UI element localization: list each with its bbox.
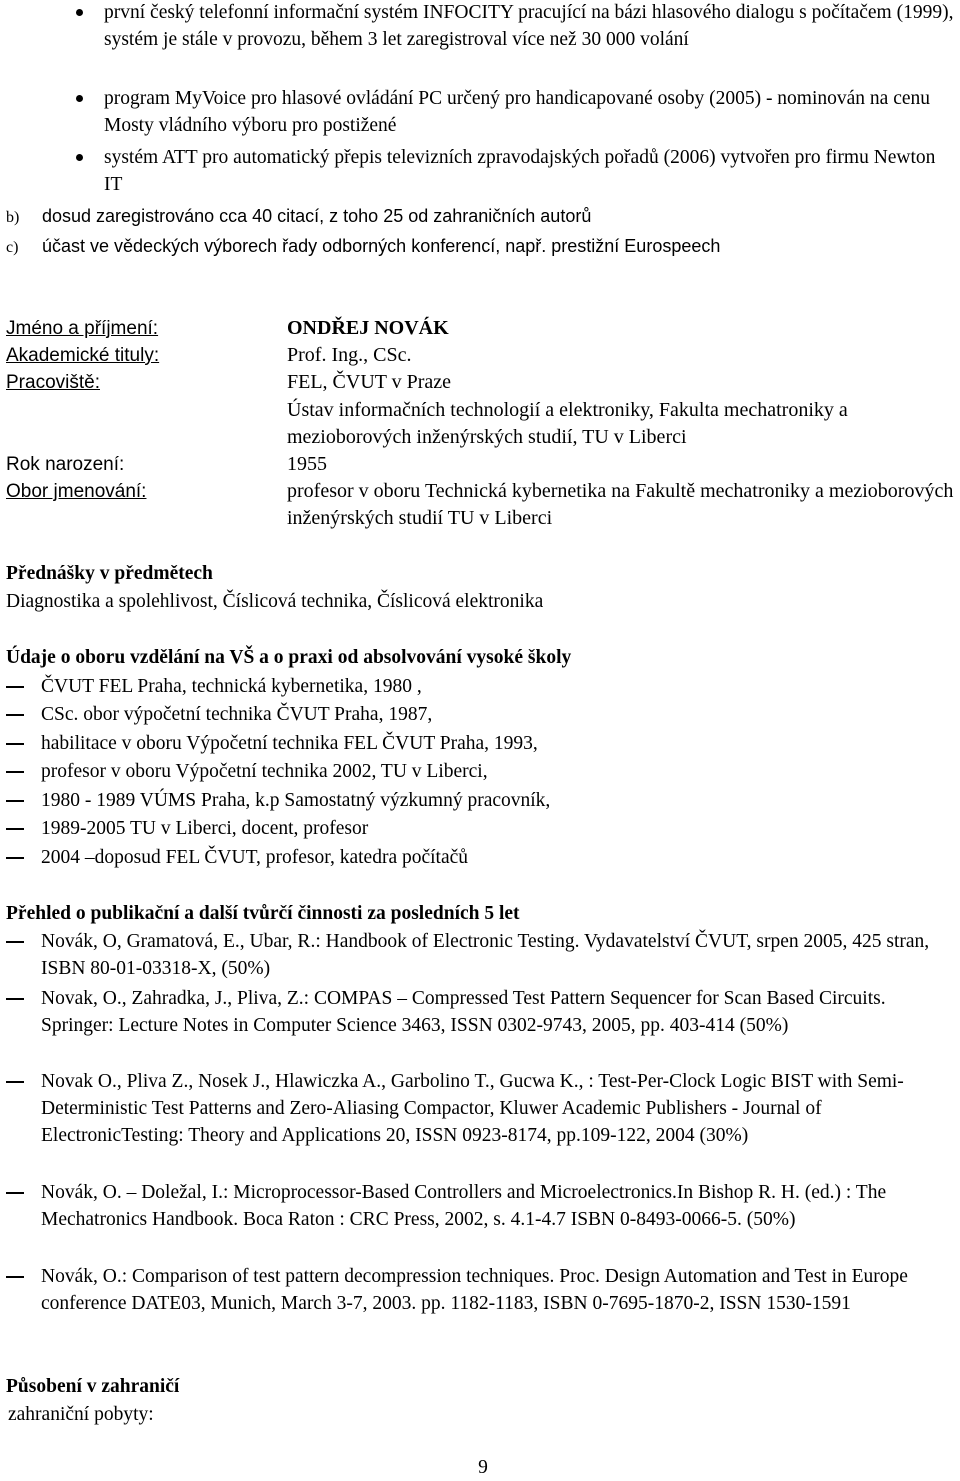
dash-icon (6, 1081, 24, 1083)
education-item-text: 1989-2005 TU v Liberci, docent, profesor (41, 818, 369, 839)
abroad-heading: Působení v zahraničí (6, 1376, 180, 1397)
profile-name-row (6, 315, 956, 342)
birth-value: 1955 (287, 453, 327, 475)
appointment-value: profesor v oboru Technická kybernetika na Fakultě mechatroniky a mezioborových inženýrských studií TU v Liberci (287, 480, 954, 529)
education-item (41, 787, 956, 814)
education-item-text: habilitace v oboru Výpočetní technika FEL ČVUT Praha, 1993, (41, 733, 538, 754)
publication-item-text: Novák, O, Gramatová, E., Ubar, R.: Handbook of Electronic Testing. Vydavatelství ČVUT, srpen 2005, 425 stran, ISBN 80-01-03318-X, (50%) (41, 931, 930, 979)
publication-item (41, 928, 956, 982)
lettered-item-citations (6, 203, 946, 231)
dash-icon (6, 743, 24, 745)
education-item (41, 844, 956, 871)
dash-icon (6, 857, 24, 859)
dash-icon (6, 828, 24, 830)
titles-label: Akademické tituly: (6, 345, 160, 366)
bullet-icon (76, 9, 83, 16)
page-number: 9 (478, 1457, 488, 1478)
bullet-text: systém ATT pro automatický přepis televizních zpravodajských pořadů (2006) vytvořen pro firmu Newton IT (104, 147, 936, 195)
education-item (41, 673, 956, 700)
workplace-label: Pracoviště: (6, 372, 100, 393)
dash-icon (6, 998, 24, 1000)
profile-workplace-row (6, 369, 956, 453)
item-text: dosud zaregistrováno cca 40 citací, z toho 25 od zahraničních autorů (42, 206, 592, 226)
profile-titles-row (6, 342, 956, 369)
lectures-heading: Přednášky v předmětech (6, 563, 213, 584)
bullet-item-att (104, 144, 954, 198)
publication-item (41, 1263, 956, 1317)
publications-heading: Přehled o publikační a další tvůrčí činnosti za posledních 5 let (6, 903, 520, 924)
bullet-item-infocity (104, 0, 954, 53)
dash-icon (6, 714, 24, 716)
item-letter: b) (6, 209, 20, 226)
education-item (41, 730, 956, 757)
education-item-text: profesor v oboru Výpočetní technika 2002, TU v Liberci, (41, 761, 488, 782)
publication-item-text: Novak O., Pliva Z., Nosek J., Hlawiczka A., Garbolino T., Gucwa K., : Test-Per-Clock Logic BIST with Semi-Deterministic Test Patterns and Zero-Aliasing Compactor, Kluwer Academic Publishers - Journal of ElectronicTesting: Theory and Applications 20, ISSN 0923-8174, pp.109-122, 2004 (30%) (41, 1071, 904, 1146)
workplace-value-primary: FEL, ČVUT v Praze (287, 371, 452, 393)
education-item (41, 701, 956, 728)
titles-value: Prof. Ing., CSc. (287, 344, 412, 366)
bullet-text: program MyVoice pro hlasové ovládání PC určený pro handicapované osoby (2005) - nominován na cenu Mosty vládního výboru pro postižené (104, 88, 931, 136)
lettered-item-committees (6, 233, 946, 261)
birth-label: Rok narození: (6, 454, 125, 475)
publication-item (41, 985, 956, 1039)
appointment-label: Obor jmenování: (6, 481, 147, 502)
education-item-text: CSc. obor výpočetní technika ČVUT Praha, 1987, (41, 704, 433, 725)
education-item (41, 758, 956, 785)
dash-icon (6, 941, 24, 943)
dash-icon (6, 686, 24, 688)
education-item-text: 1980 - 1989 VÚMS Praha, k.p Samostatný výzkumný pracovník, (41, 790, 551, 811)
dash-icon (6, 771, 24, 773)
name-label: Jméno a příjmení: (6, 318, 159, 339)
bullet-icon (76, 154, 83, 161)
bullet-item-myvoice (104, 85, 954, 139)
publication-item-text: Novák, O. – Doležal, I.: Microprocessor-Based Controllers and Microelectronics.In Bishop R. H. (ed.) : The Mechatronics Handbook. Boca Raton : CRC Press, 2002, s. 4.1-4.7 ISBN 0-8493-0066-5. (50%) (41, 1182, 887, 1230)
education-heading: Údaje o oboru vzdělání na VŠ a o praxi od absolvování vysoké školy (6, 647, 572, 668)
education-item-text: ČVUT FEL Praha, technická kybernetika, 1980 , (41, 676, 422, 697)
education-item-text: 2004 –doposud FEL ČVUT, profesor, katedra počítačů (41, 847, 469, 868)
publication-item (41, 1179, 956, 1233)
item-letter: c) (6, 239, 19, 256)
abroad-text: zahraniční pobyty: (8, 1404, 154, 1425)
item-text: účast ve vědeckých výborech řady odborných konferencí, např. prestižní Eurospeech (42, 236, 721, 256)
profile-appointment-row (6, 478, 956, 534)
publication-item-text: Novák, O.: Comparison of test pattern decompression techniques. Proc. Design Automation and Test in Europe conference DATE03, Munich, March 3-7, 2003. pp. 1182-1183, ISBN 0-7695-1870-2, ISSN 1530-1591 (41, 1266, 908, 1314)
dash-icon (6, 1276, 24, 1278)
workplace-value-secondary: Ústav informačních technologií a elektroniky, Fakulta mechatroniky a mezioborových inženýrských studií, TU v Liberci (287, 399, 848, 448)
dash-icon (6, 800, 24, 802)
bullet-text: první český telefonní informační systém INFOCITY pracující na bázi hlasového dialogu s počítačem (1999), systém je stále v provozu, během 3 let zaregistroval více než 30 000 volání (104, 2, 954, 50)
name-value: ONDŘEJ NOVÁK (287, 317, 449, 339)
lectures-text: Diagnostika a spolehlivost, Číslicová technika, Číslicová elektronika (6, 591, 544, 612)
profile-birth-row (6, 451, 956, 478)
dash-icon (6, 1192, 24, 1194)
publication-item (41, 1068, 956, 1149)
publication-item-text: Novak, O., Zahradka, J., Pliva, Z.: COMPAS – Compressed Test Pattern Sequencer for Scan Based Circuits. Springer: Lecture Notes in Computer Science 3463, ISSN 0302-9743, 2005, pp. 403-414 (50%) (41, 988, 886, 1036)
bullet-icon (76, 95, 83, 102)
education-item (41, 815, 956, 842)
